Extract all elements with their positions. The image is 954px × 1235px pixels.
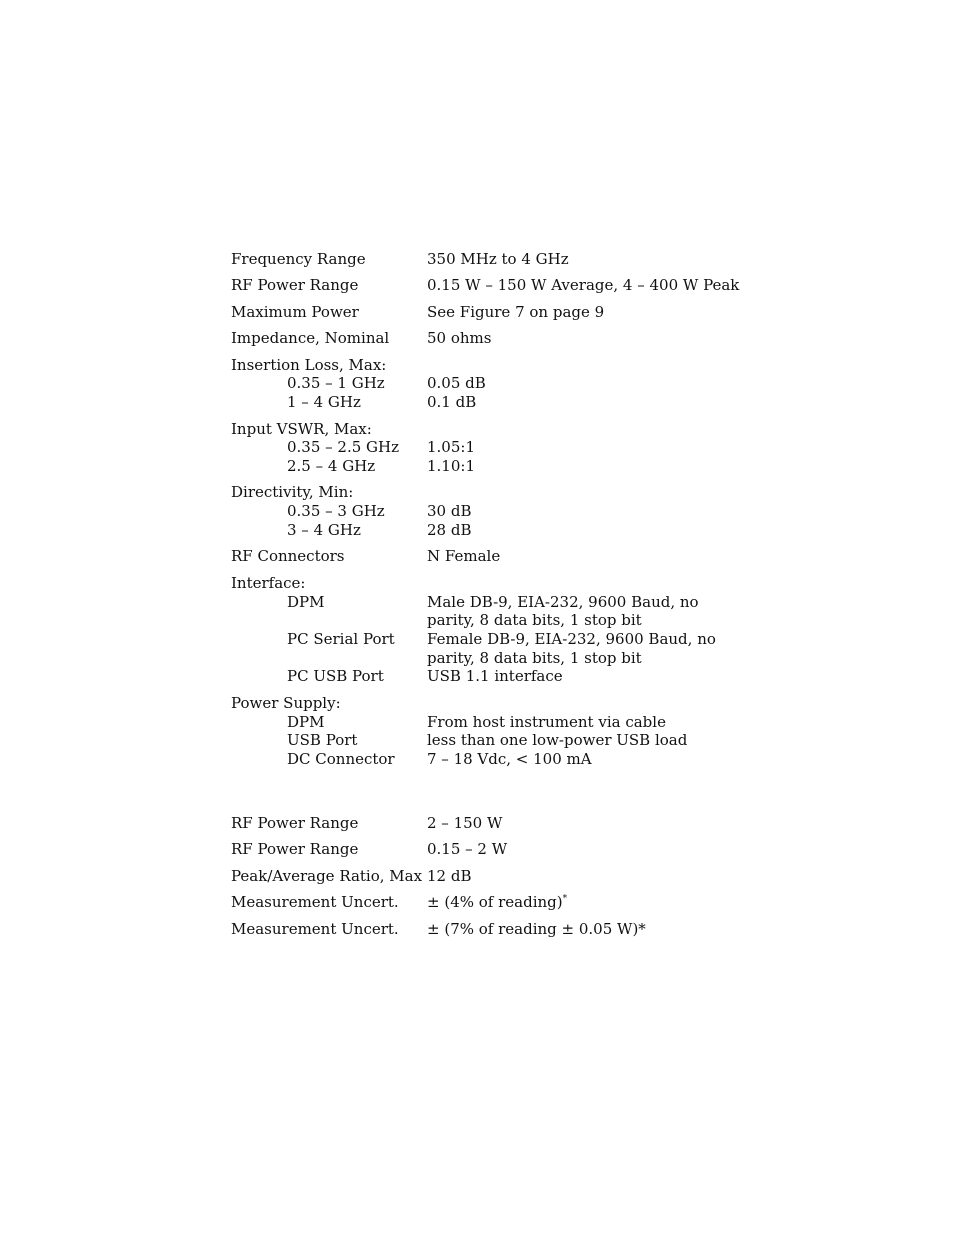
spec-subrow (0, 438, 954, 457)
spec-value: See Figure 7 on page 9 (427, 303, 605, 321)
spec-label: RF Power Range (231, 276, 359, 294)
measurement-row (0, 893, 954, 912)
spec-sublabel: 3 – 4 GHz (287, 521, 361, 539)
spec-sublabel: 1 – 4 GHz (287, 393, 361, 411)
spec-value: 1.10:1 (427, 457, 475, 475)
spec-subrow (0, 713, 954, 732)
spec-value: N Female (427, 547, 501, 565)
spec-row-maximum-power (0, 303, 954, 322)
spec-value-continuation: parity, 8 data bits, 1 stop bit (427, 611, 642, 629)
spec-value: Male DB-9, EIA-232, 9600 Baud, no (427, 593, 699, 611)
spec-subrow-dpm (0, 593, 954, 612)
spec-value: 28 dB (427, 521, 472, 539)
spec-value: 50 ohms (427, 329, 492, 347)
spec-value-with-footnote (427, 893, 567, 912)
spec-group-power-supply (0, 694, 954, 713)
spec-subrow-continuation (0, 611, 954, 630)
spec-sublabel: PC Serial Port (287, 630, 395, 648)
spec-group-interface (0, 574, 954, 593)
footnote-marker: * (562, 894, 568, 904)
spec-sublabel: 0.35 – 3 GHz (287, 502, 385, 520)
spec-group-input-vswr (0, 420, 954, 439)
spec-value: 2 – 150 W (427, 814, 503, 832)
spec-group-label: Input VSWR, Max: (231, 420, 372, 438)
spec-value: 0.15 – 2 W (427, 840, 508, 858)
spec-value-continuation: parity, 8 data bits, 1 stop bit (427, 649, 642, 667)
spec-group-directivity (0, 483, 954, 502)
spec-sublabel: 0.35 – 1 GHz (287, 374, 385, 392)
spec-subrow (0, 521, 954, 540)
spec-label: RF Power Range (231, 840, 359, 858)
spec-group-label: Interface: (231, 574, 306, 592)
spec-group-label: Directivity, Min: (231, 483, 354, 501)
spec-group-label: Power Supply: (231, 694, 341, 712)
spec-sublabel: DPM (287, 713, 325, 731)
measurement-row (0, 840, 954, 859)
spec-group-label: Insertion Loss, Max: (231, 356, 387, 374)
spec-value: From host instrument via cable (427, 713, 666, 731)
measurement-row (0, 920, 954, 939)
spec-value: 1.05:1 (427, 438, 475, 456)
spec-row-rf-connectors (0, 547, 954, 566)
spec-row-frequency-range (0, 250, 954, 269)
spec-value: 30 dB (427, 502, 472, 520)
spec-sublabel: PC USB Port (287, 667, 384, 685)
spec-subrow-continuation (0, 649, 954, 668)
spec-row-impedance (0, 329, 954, 348)
spec-subrow (0, 374, 954, 393)
spec-value: ± (4% of reading) (427, 893, 563, 911)
spec-subrow (0, 502, 954, 521)
spec-value: Female DB-9, EIA-232, 9600 Baud, no (427, 630, 716, 648)
spec-sublabel: DC Connector (287, 750, 395, 768)
spec-subrow-pc-usb (0, 667, 954, 686)
spec-subrow (0, 457, 954, 476)
spec-value: 0.05 dB (427, 374, 486, 392)
spec-label: Frequency Range (231, 250, 366, 268)
spec-value: 7 – 18 Vdc, < 100 mA (427, 750, 592, 768)
spec-label: RF Power Range (231, 814, 359, 832)
spec-value: 12 dB (427, 867, 472, 885)
spec-label: Maximum Power (231, 303, 359, 321)
spec-value: 0.1 dB (427, 393, 477, 411)
spec-label: Impedance, Nominal (231, 329, 390, 347)
spec-group-insertion-loss (0, 356, 954, 375)
spec-subrow-pc-serial (0, 630, 954, 649)
spec-value: 0.15 W – 150 W Average, 4 – 400 W Peak (427, 276, 740, 294)
spec-sublabel: 2.5 – 4 GHz (287, 457, 376, 475)
spec-value: USB 1.1 interface (427, 667, 563, 685)
spec-value: ± (7% of reading ± 0.05 W)* (427, 920, 646, 938)
spec-label: Measurement Uncert. (231, 920, 399, 938)
spec-value: 350 MHz to 4 GHz (427, 250, 569, 268)
measurement-row (0, 867, 954, 886)
spec-sublabel: DPM (287, 593, 325, 611)
spec-sublabel: USB Port (287, 731, 358, 749)
spec-subrow (0, 750, 954, 769)
spec-label: Measurement Uncert. (231, 893, 399, 911)
spec-subrow (0, 731, 954, 750)
spec-label: RF Connectors (231, 547, 345, 565)
spec-row-rf-power-range (0, 276, 954, 295)
measurement-row (0, 814, 954, 833)
spec-label: Peak/Average Ratio, Max (231, 867, 423, 885)
spec-value: less than one low-power USB load (427, 731, 688, 749)
spec-sublabel: 0.35 – 2.5 GHz (287, 438, 400, 456)
spec-subrow (0, 393, 954, 412)
